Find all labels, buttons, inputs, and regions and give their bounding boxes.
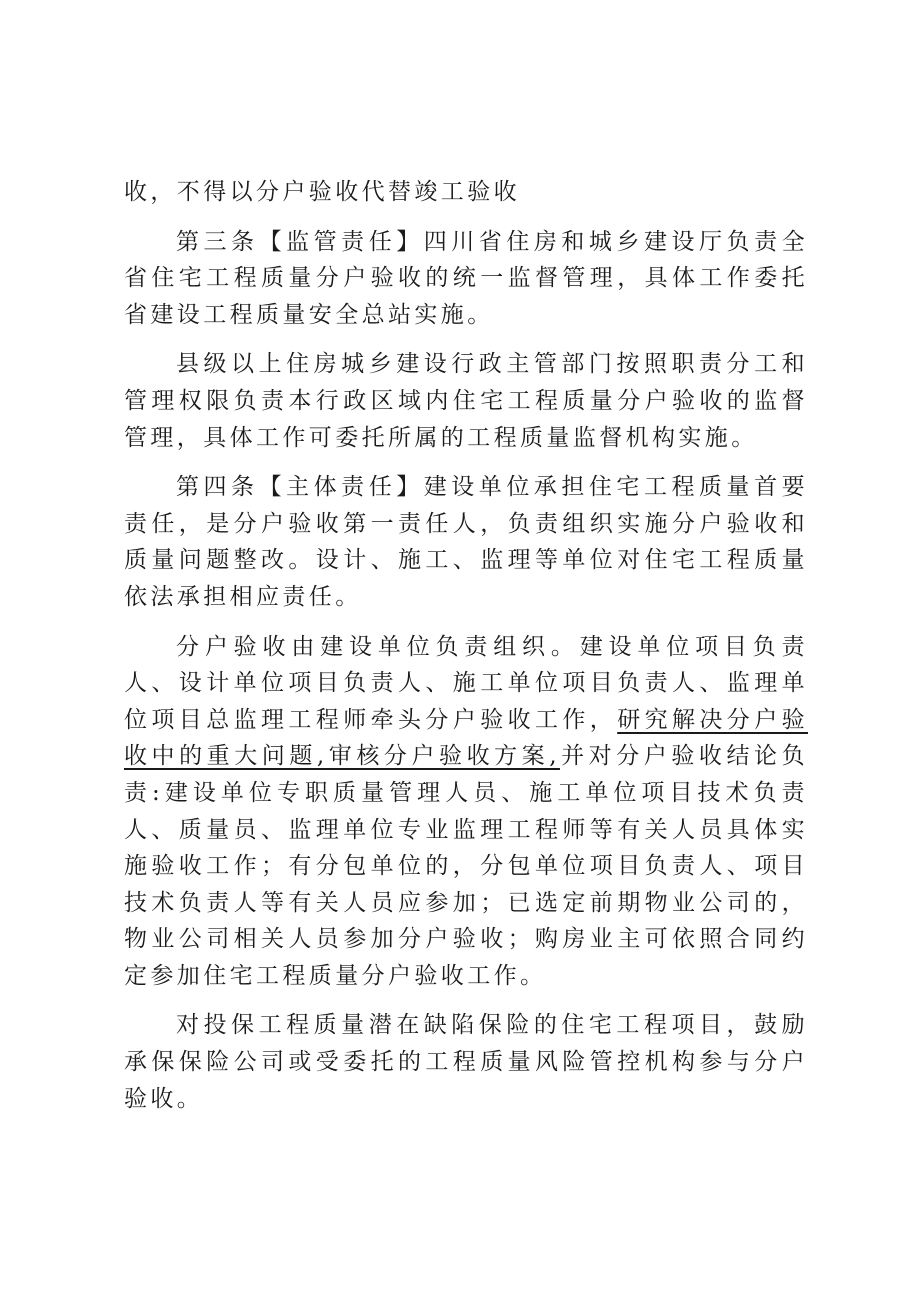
paragraph-text: 收，不得以分户验收代替竣工验收 [124, 179, 520, 205]
paragraph-text: 县级以上住房城乡建设行政主管部门按照职责分工和管理权限负责本行政区域内住宅工程质量分户验收的监督管理，具体工作可委托所属的工程质量监督机构实施。 [124, 351, 808, 451]
paragraph-text: 分户验收由建设单位负责组织。建设单位项目负责人、设计单位项目负责人、施工单位项目负责人、监理单位项目总监理工程师牵头分户验收工作， [124, 633, 808, 733]
paragraph-text: 对投保工程质量潜在缺陷保险的住宅工程项目，鼓励承保保险公司或受委托的工程质量风险管控机构参与分户验收。 [124, 1012, 808, 1112]
paragraph-article-3 [124, 224, 808, 334]
paragraph-county-supervision [124, 346, 808, 456]
paragraph-continuation [124, 174, 808, 211]
paragraph-article-4 [124, 469, 808, 615]
paragraph-text: 第三条【监管责任】四川省住房和城乡建设厅负责全省住宅工程质量分户验收的统一监督管理，具体工作委托省建设工程质量安全总站实施。 [124, 228, 808, 328]
paragraph-text: 并对分户验收结论负责:建设单位专职质量管理人员、施工单位项目技术负责人、质量员、监理单位专业监理工程师等有关人员具体实施验收工作；有分包单位的，分包单位项目负责人、项目技术负责人等有关人员应参加；已选定前期物业公司的，物业公司相关人员参加分户验收；购房业主可依照合同约定参加住宅工程质量分户验收工作。 [124, 743, 808, 989]
underlined-text: 研究解决分户验收中的重大问题,审核分户验收方案, [124, 706, 808, 770]
paragraph-insurance [124, 1007, 808, 1117]
paragraph-acceptance-organization [124, 629, 808, 995]
paragraph-text: 第四条【主体责任】建设单位承担住宅工程质量首要责任，是分户验收第一责任人，负责组织实施分户验收和质量问题整改。设计、施工、监理等单位对住宅工程质量依法承担相应责任。 [124, 474, 808, 610]
document-page [124, 174, 808, 1117]
